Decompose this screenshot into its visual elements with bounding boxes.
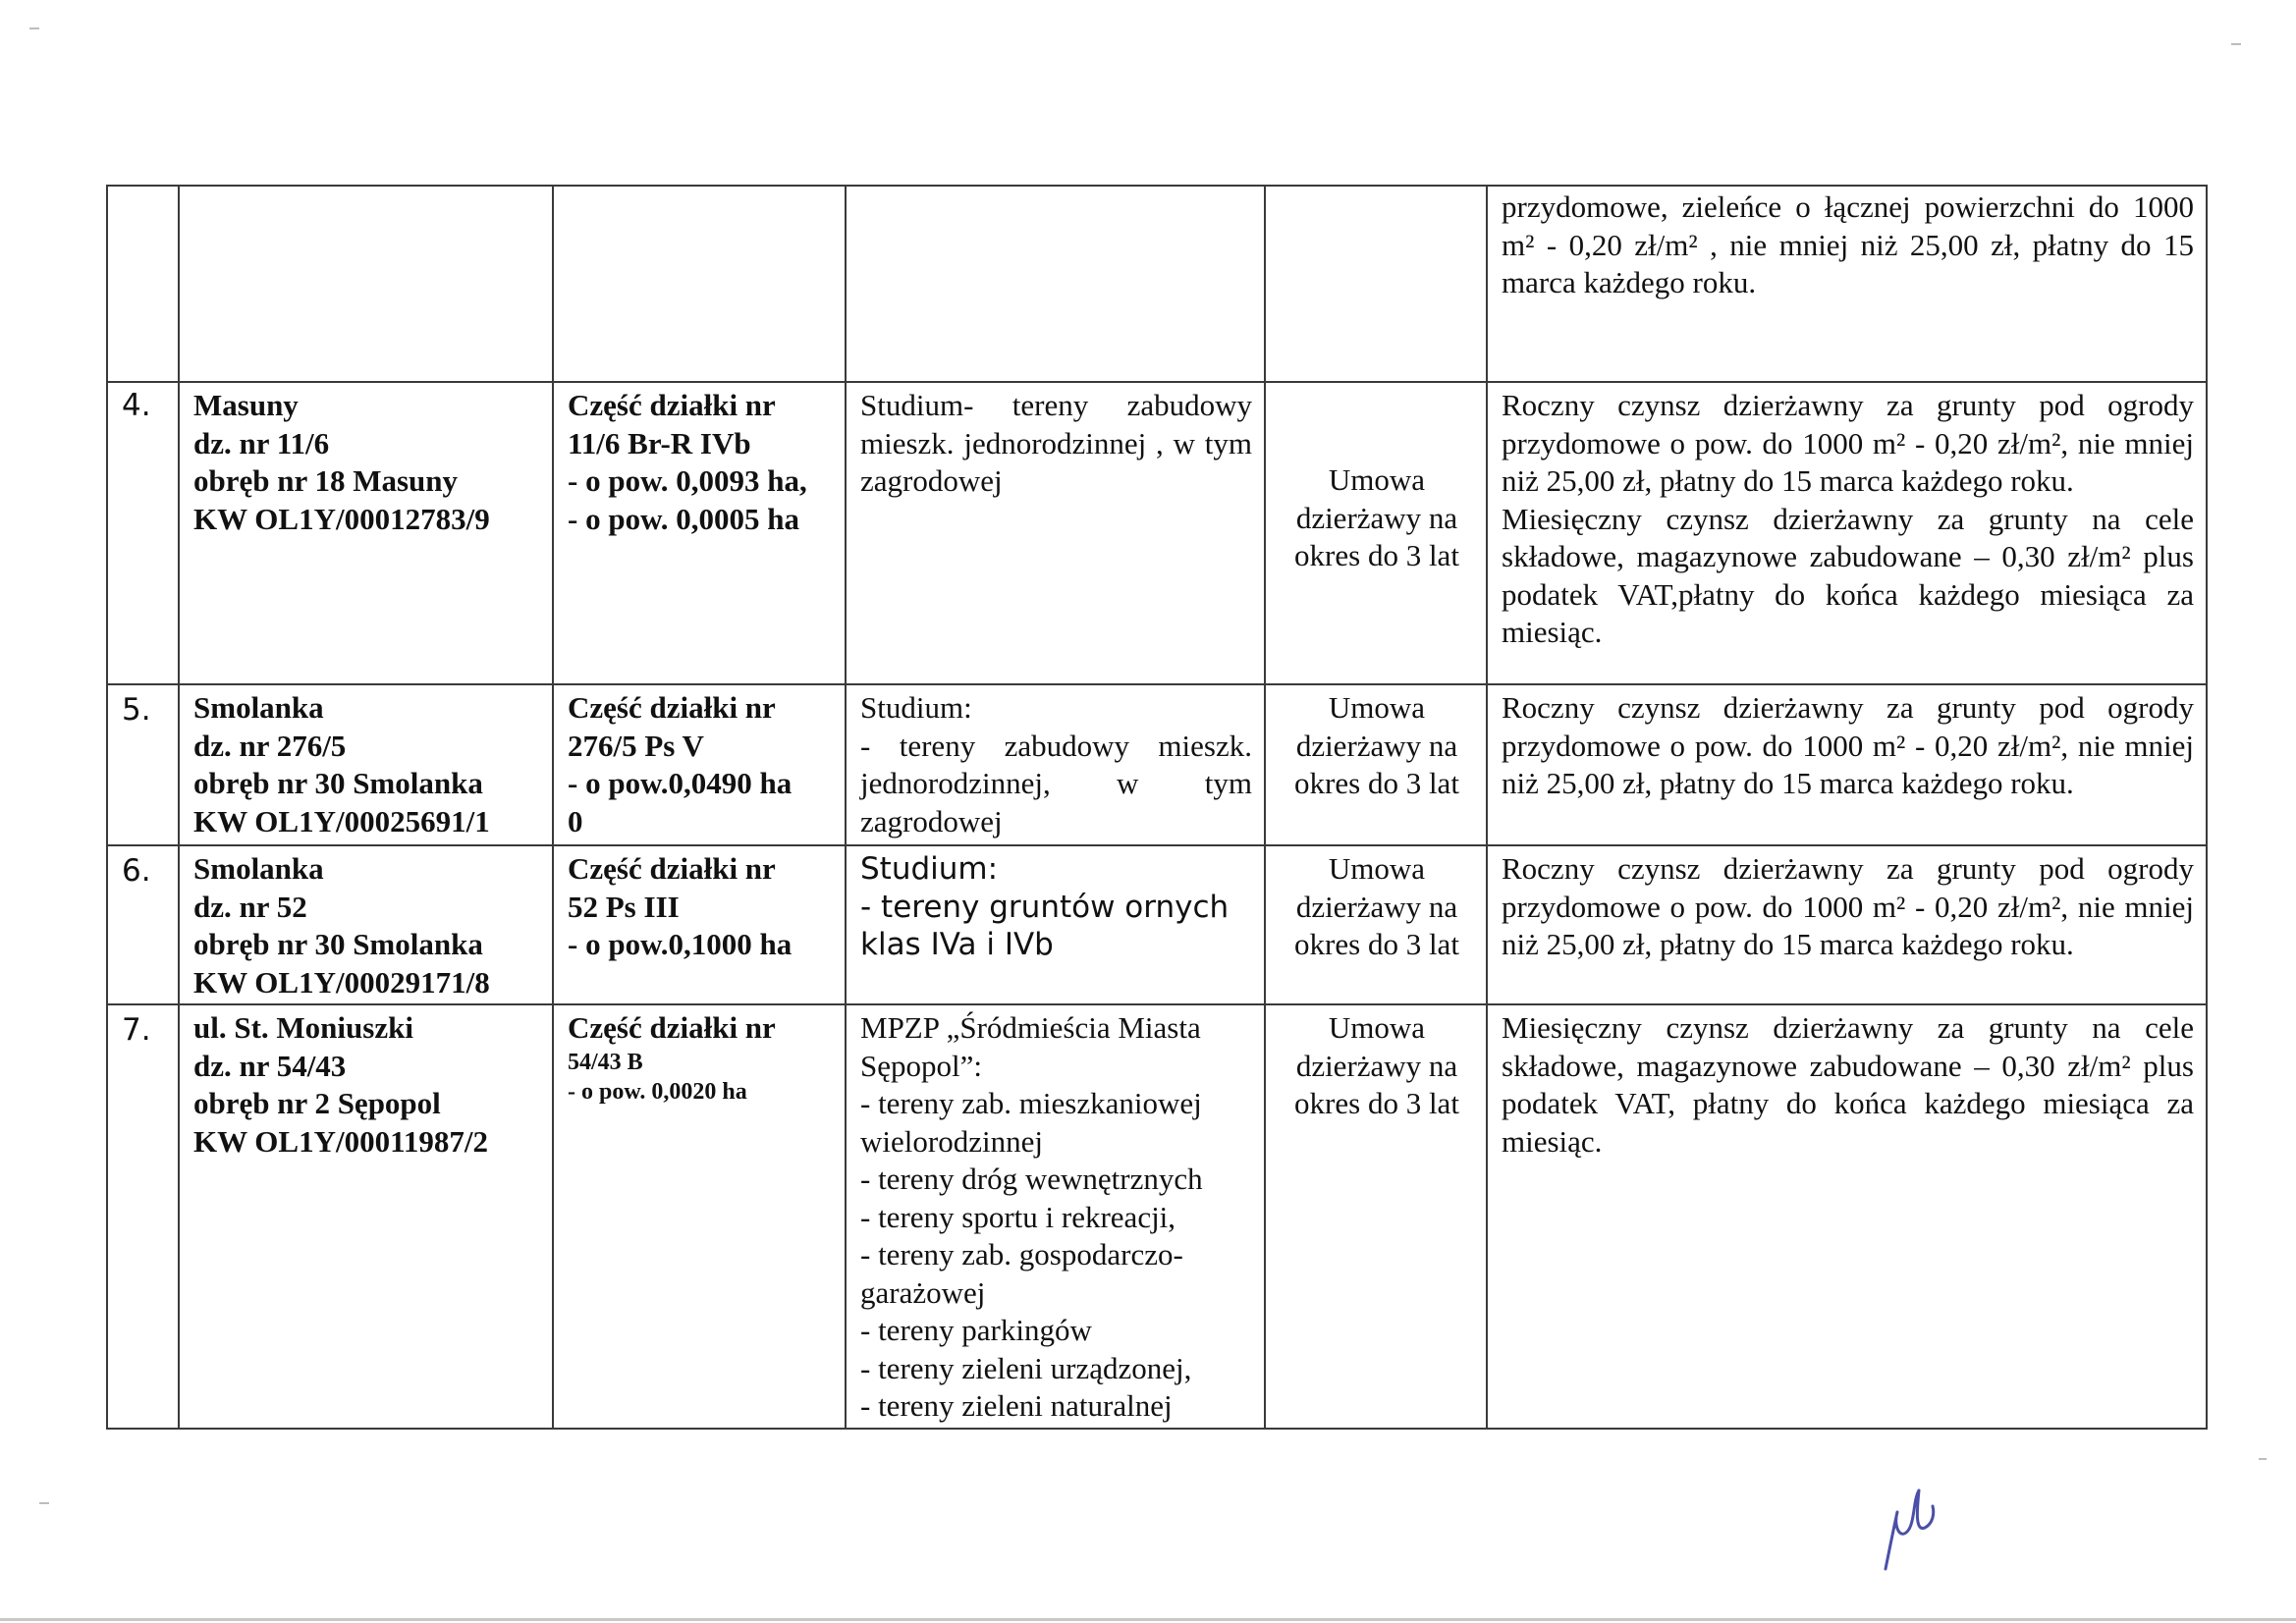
location-place: Smolanka	[193, 851, 324, 886]
plot-line: 54/43 B	[568, 1049, 643, 1075]
purpose-cell	[846, 845, 1265, 1004]
plot-cell	[553, 845, 846, 1004]
location-cell	[179, 382, 553, 684]
location-cell	[179, 1004, 553, 1429]
rent-text: Roczny czynsz dzierżawny za grunty pod ogrody przydomowe o pow. do 1000 m² - 0,20 zł/m², nie mniej niż 25,00 zł, płatny do 15 marca każdego roku.	[1502, 690, 2194, 800]
lease-table	[106, 185, 2208, 1430]
purpose-line: - tereny sportu i rekreacji,	[860, 1199, 1176, 1234]
contract-line: okres do 3 lat	[1294, 538, 1459, 572]
plot-line: 52 Ps III	[568, 889, 680, 924]
purpose-cell	[846, 684, 1265, 845]
table-row	[107, 845, 2207, 1004]
location-plot-number: dz. nr 52	[193, 889, 307, 924]
table-row	[107, 684, 2207, 845]
scan-mark	[2231, 43, 2241, 45]
location-land-register: KW OL1Y/00029171/8	[193, 964, 490, 1000]
table-row	[107, 1004, 2207, 1429]
plot-line: - o pow.0,1000 ha	[568, 927, 793, 961]
row-number: 4.	[107, 382, 179, 684]
plot-line: 11/6 Br-R IVb	[568, 425, 751, 460]
purpose-line: - tereny parkingów	[860, 1313, 1092, 1347]
rent-cell	[1487, 845, 2207, 1004]
contract-line: okres do 3 lat	[1294, 766, 1459, 800]
contract-cell	[1265, 684, 1487, 845]
plot-cell	[553, 684, 846, 845]
table-row	[107, 382, 2207, 684]
rent-text: Miesięczny czynsz dzierżawny za grunty na cele składowe, magazynowe zabudowane – 0,30 zł/m² plus podatek VAT,płatny do końca każdego miesiąca za miesiąc.	[1502, 501, 2194, 649]
purpose-line: - tereny dróg wewnętrznych	[860, 1162, 1203, 1196]
contract-line: dzierżawy na	[1295, 728, 1458, 763]
plot-line: 0	[568, 803, 583, 839]
plot-line: - o pow.0,0490 ha	[568, 766, 793, 800]
location-precinct: obręb nr 2 Sępopol	[193, 1086, 441, 1120]
rent-text: przydomowe, zieleńce o łącznej powierzchni do 1000 m² - 0,20 zł/m² , nie mniej niż 25,00 zł, płatny do 15 marca każdego roku.	[1502, 189, 2194, 299]
row-number: 5.	[107, 684, 179, 845]
contract-cell	[1265, 1004, 1487, 1429]
scan-mark	[29, 27, 39, 29]
purpose-line: Studium:	[860, 690, 972, 725]
purpose-line: Studium- tereny zabudowy mieszk. jednorodzinnej , w tym zagrodowej	[860, 388, 1252, 498]
location-precinct: obręb nr 18 Masuny	[193, 463, 458, 498]
location-place: ul. St. Moniuszki	[193, 1010, 413, 1045]
contract-line: dzierżawy na	[1295, 889, 1458, 924]
row-number: 7.	[107, 1004, 179, 1429]
purpose-line: MPZP „Śródmieścia Miasta Sępopol”:	[860, 1010, 1201, 1083]
purpose-cell	[846, 382, 1265, 684]
location-cell	[179, 845, 553, 1004]
plot-line: Część działki nr	[568, 1010, 776, 1045]
location-place: Masuny	[193, 388, 299, 422]
row-number	[107, 186, 179, 382]
purpose-cell	[846, 1004, 1265, 1429]
purpose-line: - tereny gruntów ornych klas IVa i IVb	[860, 889, 1230, 962]
location-plot-number: dz. nr 276/5	[193, 728, 347, 763]
contract-line: dzierżawy na	[1295, 1048, 1458, 1083]
location-precinct: obręb nr 30 Smolanka	[193, 766, 483, 800]
rent-cell	[1487, 382, 2207, 684]
purpose-line: - tereny zabudowy mieszk. jednorodzinnej, w tym zagrodowej	[860, 728, 1252, 839]
rent-cell	[1487, 186, 2207, 382]
table-row	[107, 186, 2207, 382]
plot-line: - o pow. 0,0020 ha	[568, 1078, 747, 1105]
location-precinct: obręb nr 30 Smolanka	[193, 927, 483, 961]
purpose-line: - tereny zab. mieszkaniowej wielorodzinnej	[860, 1086, 1202, 1159]
contract-cell	[1265, 186, 1487, 382]
plot-line: Część działki nr	[568, 690, 776, 725]
location-cell	[179, 186, 553, 382]
location-land-register: KW OL1Y/00012783/9	[193, 501, 490, 536]
purpose-line: - tereny zieleni naturalnej	[860, 1388, 1173, 1423]
scan-mark	[2259, 1458, 2267, 1460]
contract-line: Umowa	[1328, 462, 1426, 497]
plot-cell	[553, 186, 846, 382]
contract-line: okres do 3 lat	[1294, 1086, 1459, 1120]
row-number: 6.	[107, 845, 179, 1004]
handwritten-initials-icon	[1864, 1471, 1952, 1579]
plot-line: Część działki nr	[568, 388, 776, 422]
purpose-line: - tereny zieleni urządzonej,	[860, 1350, 1192, 1385]
contract-line: okres do 3 lat	[1294, 927, 1459, 961]
purpose-cell	[846, 186, 1265, 382]
location-cell	[179, 684, 553, 845]
contract-cell	[1265, 845, 1487, 1004]
location-land-register: KW OL1Y/00011987/2	[193, 1123, 488, 1159]
contract-line: Umowa	[1328, 1010, 1426, 1045]
contract-line: Umowa	[1328, 690, 1426, 725]
plot-line: Część działki nr	[568, 851, 776, 886]
location-plot-number: dz. nr 11/6	[193, 425, 330, 460]
rent-cell	[1487, 684, 2207, 845]
page-edge	[0, 1618, 2296, 1621]
plot-line: 276/5 Ps V	[568, 728, 704, 763]
scan-mark	[39, 1502, 49, 1504]
plot-cell	[553, 1004, 846, 1429]
contract-cell	[1265, 382, 1487, 684]
plot-line: - o pow. 0,0093 ha,	[568, 463, 807, 498]
rent-text: Roczny czynsz dzierżawny za grunty pod ogrody przydomowe o pow. do 1000 m² - 0,20 zł/m², nie mniej niż 25,00 zł, płatny do 15 marca każdego roku.	[1502, 388, 2194, 498]
contract-line: dzierżawy na	[1295, 500, 1458, 535]
location-land-register: KW OL1Y/00025691/1	[193, 803, 490, 839]
plot-cell	[553, 382, 846, 684]
plot-line: - o pow. 0,0005 ha	[568, 501, 799, 536]
contract-line: Umowa	[1328, 851, 1426, 886]
purpose-line: - tereny zab. gospodarczo-garażowej	[860, 1237, 1183, 1310]
rent-text: Miesięczny czynsz dzierżawny za grunty na cele składowe, magazynowe zabudowane – 0,30 zł/m² plus podatek VAT, płatny do końca każdego miesiąca za miesiąc.	[1502, 1010, 2194, 1159]
purpose-line: Studium:	[860, 851, 999, 887]
location-place: Smolanka	[193, 690, 324, 725]
rent-text: Roczny czynsz dzierżawny za grunty pod ogrody przydomowe o pow. do 1000 m² - 0,20 zł/m², nie mniej niż 25,00 zł, płatny do 15 marca każdego roku.	[1502, 851, 2194, 961]
location-plot-number: dz. nr 54/43	[193, 1048, 347, 1083]
rent-cell	[1487, 1004, 2207, 1429]
